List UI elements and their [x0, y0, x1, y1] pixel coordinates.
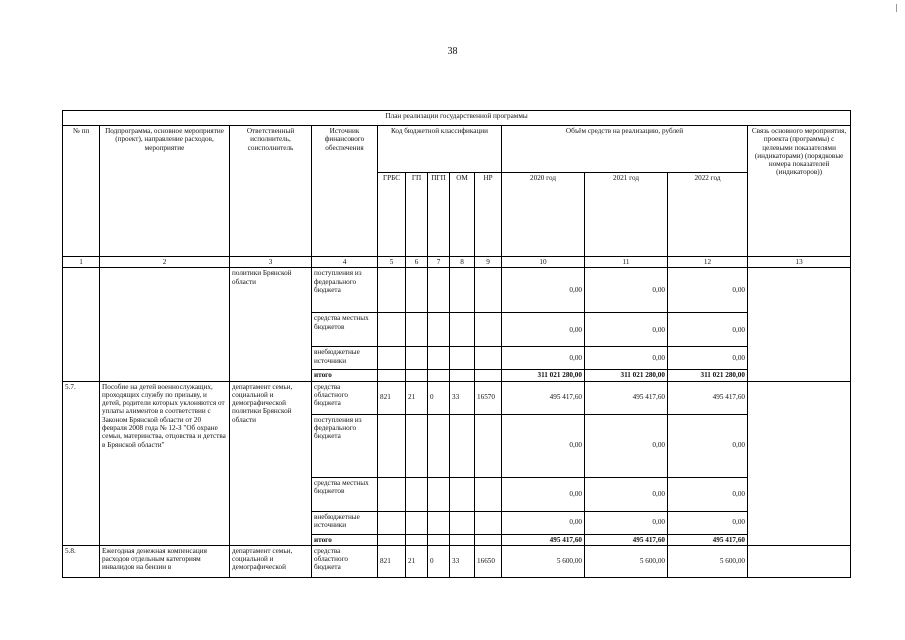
- total-cell: 311 021 280,00: [668, 370, 748, 381]
- gp-cell: 21: [406, 381, 428, 414]
- value-cell: 5 600,00: [502, 545, 585, 577]
- header-grbs: ГРБС: [378, 173, 406, 257]
- item-name: Пособие на детей военнослужащих, проходящих службу по призыву, и детей, родители которых уклоняются от уплаты алиментов в соответствии с Законом Брянской области от 20 февраля 2008 года № 12-З "Об охране семьи, материнства, отцовства и детства в Брянской области": [100, 381, 230, 545]
- value-cell: 0,00: [502, 347, 585, 370]
- nr-cell: 16570: [475, 381, 502, 414]
- executor-cell: департамент семьи, социальной и демографической политики Брянской области: [230, 381, 312, 545]
- header-volume: Объём средств на реализацию, рублей: [502, 126, 748, 173]
- item-number: 5.7.: [63, 381, 100, 545]
- value-cell: 0,00: [585, 511, 668, 534]
- executor-cell: департамент семьи, социальной и демографической: [230, 545, 312, 577]
- value-cell: 495 417,60: [585, 381, 668, 414]
- value-cell: 0,00: [585, 414, 668, 477]
- source-cell: средства местных бюджетов: [312, 477, 378, 511]
- plan-table: [62, 110, 851, 578]
- total-cell: 495 417,60: [668, 534, 748, 545]
- value-cell: 495 417,60: [502, 381, 585, 414]
- table-title: План реализации государственной программы: [63, 111, 851, 126]
- gp-cell: 21: [406, 545, 428, 577]
- col-number: 11: [585, 257, 668, 268]
- col-number: 8: [450, 257, 475, 268]
- value-cell: 0,00: [668, 347, 748, 370]
- source-cell: средства местных бюджетов: [312, 313, 378, 347]
- col-number: 6: [406, 257, 428, 268]
- total-cell: 495 417,60: [585, 534, 668, 545]
- value-cell: 5 600,00: [668, 545, 748, 577]
- value-cell: 0,00: [668, 511, 748, 534]
- col-number: 1: [63, 257, 100, 268]
- value-cell: 0,00: [502, 511, 585, 534]
- header-link: Связь основного мероприятия, проекта (программы) с целевыми показателями (индикаторами) (порядковые номера показателей (индикаторов)): [748, 126, 851, 257]
- header-om: ОМ: [450, 173, 475, 257]
- value-cell: 0,00: [668, 477, 748, 511]
- col-number: 3: [230, 257, 312, 268]
- value-cell: 495 417,60: [668, 381, 748, 414]
- om-cell: 33: [450, 381, 475, 414]
- total-cell: 311 021 280,00: [502, 370, 585, 381]
- col-number: 4: [312, 257, 378, 268]
- value-cell: 0,00: [502, 268, 585, 313]
- grbs-cell: 821: [378, 545, 406, 577]
- total-cell: 311 021 280,00: [585, 370, 668, 381]
- source-cell: поступления из федерального бюджета: [312, 268, 378, 313]
- table-row: [63, 381, 851, 414]
- executor-cell: политики Брянской области: [230, 268, 312, 381]
- col-number: 12: [668, 257, 748, 268]
- value-cell: 0,00: [668, 268, 748, 313]
- source-cell: поступления из федерального бюджета: [312, 414, 378, 477]
- pgp-cell: 0: [428, 545, 450, 577]
- col-number: 7: [428, 257, 450, 268]
- header-gp: ГП: [406, 173, 428, 257]
- value-cell: 0,00: [668, 313, 748, 347]
- value-cell: 5 600,00: [585, 545, 668, 577]
- value-cell: 0,00: [585, 268, 668, 313]
- table-row: [63, 545, 851, 577]
- header-budget-code: Код бюджетной классификации: [378, 126, 502, 173]
- header-2021: 2021 год: [585, 173, 668, 257]
- value-cell: 0,00: [502, 477, 585, 511]
- source-cell: итого: [312, 370, 378, 381]
- source-cell: средства областного бюджета: [312, 545, 378, 577]
- header-2020: 2020 год: [502, 173, 585, 257]
- source-cell: средства областного бюджета: [312, 381, 378, 414]
- value-cell: 0,00: [585, 347, 668, 370]
- header-nr: НР: [475, 173, 502, 257]
- item-name: Ежегодная денежная компенсация расходов отдельным категориям инвалидов на бензин в: [100, 545, 230, 577]
- header-2022: 2022 год: [668, 173, 748, 257]
- value-cell: 0,00: [668, 414, 748, 477]
- nr-cell: 16650: [475, 545, 502, 577]
- om-cell: 33: [450, 545, 475, 577]
- value-cell: 0,00: [502, 414, 585, 477]
- header-num: № пп: [63, 126, 100, 257]
- total-cell: 495 417,60: [502, 534, 585, 545]
- pgp-cell: 0: [428, 381, 450, 414]
- source-cell: внебюджетные источники: [312, 511, 378, 534]
- col-number: 2: [100, 257, 230, 268]
- item-number: 5.8.: [63, 545, 100, 577]
- source-cell: внебюджетные источники: [312, 347, 378, 370]
- table-row: [63, 268, 851, 313]
- header-pgp: ПГП: [428, 173, 450, 257]
- header-executor: Ответственный исполнитель, соисполнитель: [230, 126, 312, 257]
- header-source: Источник финансового обеспечения: [312, 126, 378, 257]
- col-number: 10: [502, 257, 585, 268]
- value-cell: 0,00: [502, 313, 585, 347]
- col-number: 5: [378, 257, 406, 268]
- edge-mark: [896, 4, 897, 12]
- grbs-cell: 821: [378, 381, 406, 414]
- source-cell: итого: [312, 534, 378, 545]
- col-number: 13: [748, 257, 851, 268]
- header-program: Подпрограмма, основное мероприятие (проект), направление расходов, мероприятие: [100, 126, 230, 257]
- value-cell: 0,00: [585, 313, 668, 347]
- page-number: 38: [447, 46, 458, 57]
- value-cell: 0,00: [585, 477, 668, 511]
- col-number: 9: [475, 257, 502, 268]
